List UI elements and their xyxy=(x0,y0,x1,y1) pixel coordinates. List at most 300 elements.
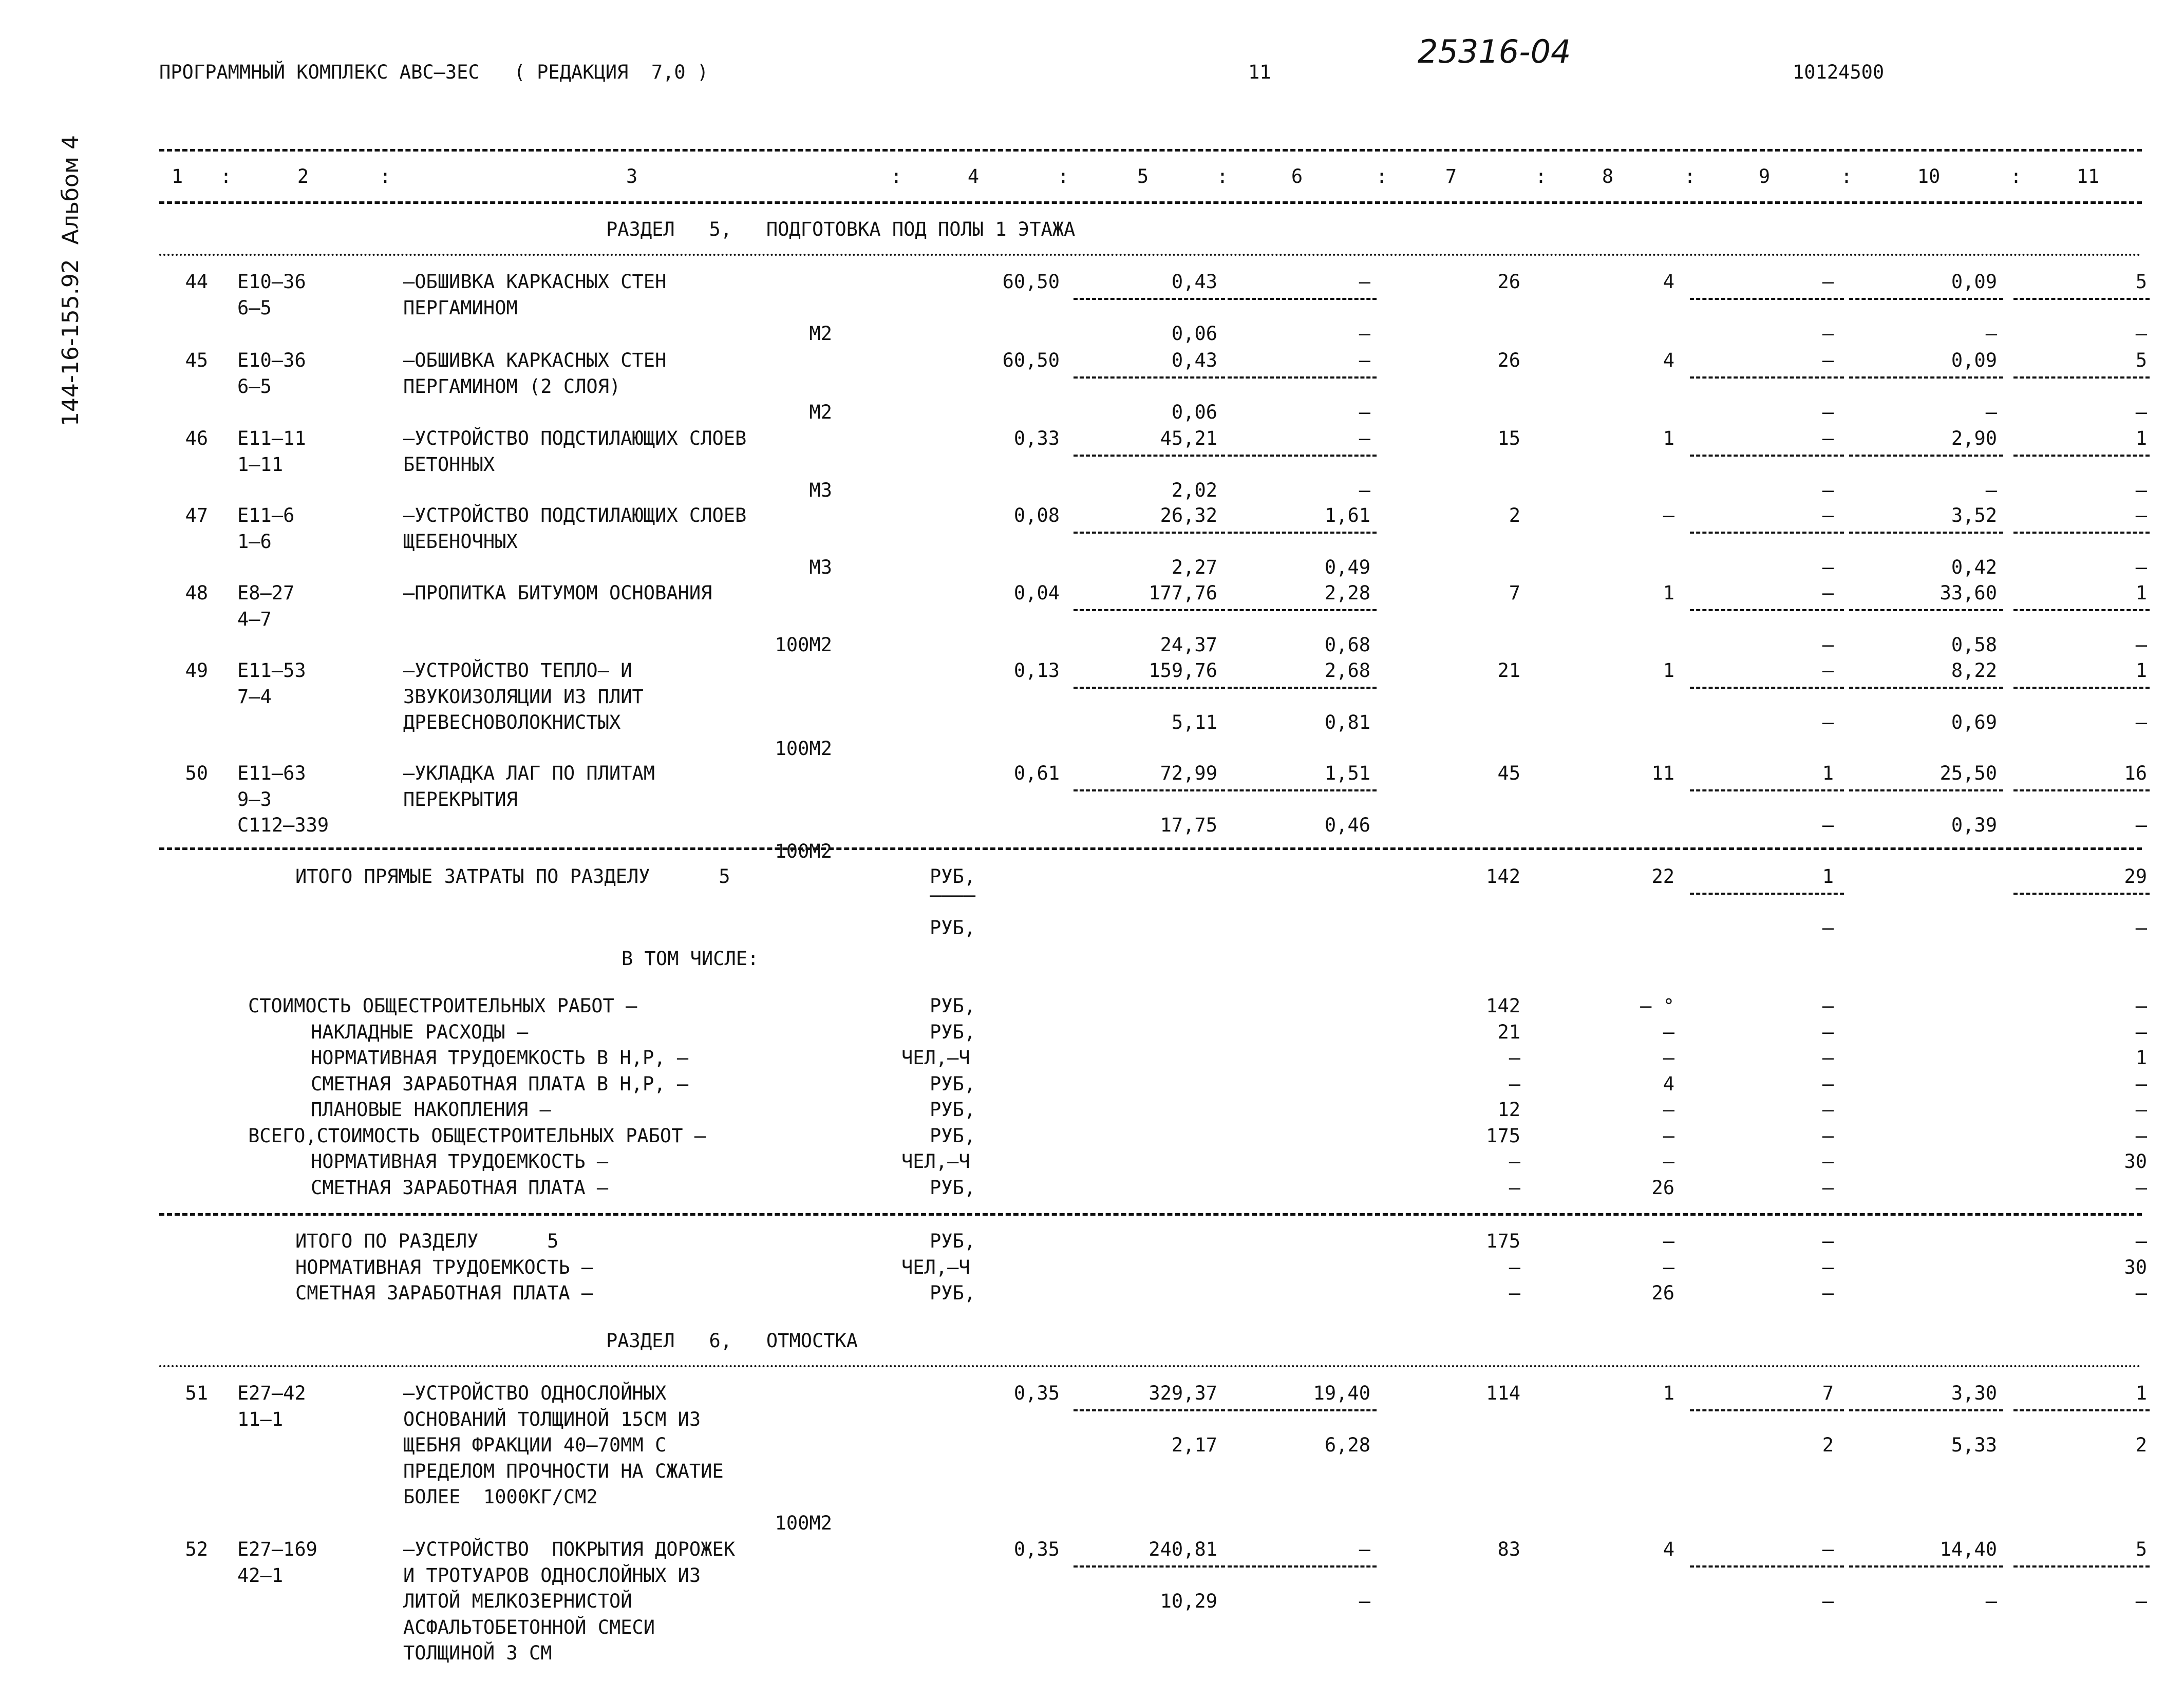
subdivider-col10 xyxy=(1849,1565,2003,1568)
section-total-unit-divider: –––– xyxy=(930,884,976,906)
cell-col6-wage: – xyxy=(1359,323,1370,345)
cell-col5: 0,43 xyxy=(1171,349,1217,371)
item-unit: М2 xyxy=(809,323,832,345)
section-6-title-underline xyxy=(159,1365,2142,1367)
breakdown-unit: РУБ, xyxy=(930,1021,976,1043)
cell-col8: 1 xyxy=(1663,582,1674,604)
breakdown-col7: – xyxy=(1509,1150,1520,1173)
cell-col11: 16 xyxy=(2124,762,2147,784)
item-unit: 100М2 xyxy=(775,634,832,656)
item-number: 46 xyxy=(185,427,208,449)
subdivider-col9 xyxy=(1690,532,1844,534)
subdivider-col11 xyxy=(2013,455,2150,457)
item-name-line: ЗВУКОИЗОЛЯЦИИ ИЗ ПЛИТ xyxy=(403,685,644,708)
item-name-line: –УКЛАДКА ЛАГ ПО ПЛИТАМ xyxy=(403,762,655,784)
cell-col5-wage: 2,02 xyxy=(1171,479,1217,501)
subdivider-col5 xyxy=(1074,298,1225,300)
item-quantity: 0,35 xyxy=(1013,1538,1060,1560)
cell-col6: 2,68 xyxy=(1324,659,1370,682)
cell-col11-wage: – xyxy=(2135,401,2147,423)
section-summary-col11: – xyxy=(2135,1282,2147,1304)
cell-col9: – xyxy=(1822,1538,1834,1560)
cell-col8: 4 xyxy=(1663,271,1674,293)
subdivider-col6 xyxy=(1228,455,1377,457)
breakdown-col7: 142 xyxy=(1486,995,1520,1017)
column-header-1: 1 xyxy=(171,165,183,187)
section-total-unit-wage: РУБ, xyxy=(930,917,976,939)
cell-col8: 4 xyxy=(1663,349,1674,371)
subdivider-col9 xyxy=(1690,376,1844,379)
column-header-3: 3 xyxy=(626,165,638,187)
section-summary-col9: – xyxy=(1822,1230,1834,1252)
subdivider-col10 xyxy=(1849,1409,2003,1411)
column-separator: : xyxy=(2010,165,2022,187)
breakdown-col11: – xyxy=(2135,1099,2147,1121)
page-number: 11 xyxy=(1248,61,1271,83)
item-quantity: 0,13 xyxy=(1013,659,1060,682)
header-bottom-rule xyxy=(159,201,2142,204)
breakdown-unit: РУБ, xyxy=(930,1072,976,1095)
breakdown-col8: – xyxy=(1663,1099,1674,1121)
item-name-line: –УСТРОЙСТВО ТЕПЛО– И xyxy=(403,659,632,682)
item-unit: М3 xyxy=(809,479,832,501)
breakdown-label: НОРМАТИВНАЯ ТРУДОЕМКОСТЬ В Н,Р, – xyxy=(311,1047,689,1069)
breakdown-col7: 12 xyxy=(1497,1099,1520,1121)
breakdown-label: СМЕТНАЯ ЗАРАБОТНАЯ ПЛАТА В Н,Р, – xyxy=(311,1072,689,1095)
cell-col7: 26 xyxy=(1497,349,1520,371)
cell-col10: 8,22 xyxy=(1951,659,1997,682)
column-header-2: 2 xyxy=(297,165,309,187)
subdivider-col6 xyxy=(1228,532,1377,534)
item-number: 48 xyxy=(185,582,208,604)
column-header-9: 9 xyxy=(1758,165,1771,187)
breakdown-col11: 30 xyxy=(2124,1150,2147,1173)
cell-col8: 4 xyxy=(1663,1538,1674,1560)
subdivider-col5 xyxy=(1074,532,1225,534)
cell-col9: – xyxy=(1822,349,1834,371)
cell-col10-wage: – xyxy=(1985,1590,1997,1612)
cell-col6: – xyxy=(1359,427,1370,449)
program-title: ПРОГРАММНЫЙ КОМПЛЕКС АВС–3ЕС ( РЕДАКЦИЯ 7,0 ) xyxy=(159,61,709,83)
cell-col10: 25,50 xyxy=(1940,762,1997,784)
item-name-line: ТОЛЩИНОЙ 3 СМ xyxy=(403,1642,552,1664)
header-top-rule xyxy=(159,149,2142,152)
item-name-line: БОЛЕЕ 1000КГ/СМ2 xyxy=(403,1486,598,1508)
item-quantity: 0,33 xyxy=(1013,427,1060,449)
item-name-line: –УСТРОЙСТВО ПОДСТИЛАЮЩИХ СЛОЕВ xyxy=(403,427,747,449)
breakdown-label: ВСЕГО,СТОИМОСТЬ ОБЩЕСТРОИТЕЛЬНЫХ РАБОТ – xyxy=(248,1124,706,1147)
section-6-title: РАЗДЕЛ 6, ОТМОСТКА xyxy=(606,1330,858,1352)
cell-col6-wage: 0,46 xyxy=(1324,814,1370,836)
cell-col5-wage: 5,11 xyxy=(1171,711,1217,733)
subdivider-col10 xyxy=(1849,532,2003,534)
breakdown-unit: ЧЕЛ,–Ч xyxy=(901,1047,970,1069)
item-unit: 100М2 xyxy=(775,840,832,862)
item-name-line: ПЕРЕКРЫТИЯ xyxy=(403,788,518,810)
cell-col5-wage: 17,75 xyxy=(1160,814,1217,836)
subdivider-col5 xyxy=(1074,1565,1225,1568)
cell-col10-wage: 0,39 xyxy=(1951,814,1997,836)
item-quantity: 0,04 xyxy=(1013,582,1060,604)
section-5-items-end-rule xyxy=(159,847,2142,850)
column-header-6: 6 xyxy=(1291,165,1303,187)
cell-col7: 15 xyxy=(1497,427,1520,449)
section-5-title: РАЗДЕЛ 5, ПОДГОТОВКА ПОД ПОЛЫ 1 ЭТАЖА xyxy=(606,218,1076,240)
cell-col6-wage: – xyxy=(1359,479,1370,501)
subdivider-col9 xyxy=(1690,789,1844,791)
subdivider-col6 xyxy=(1228,376,1377,379)
cell-col5-wage: 2,27 xyxy=(1171,556,1217,578)
column-separator: : xyxy=(1684,165,1696,187)
subdivider-col11 xyxy=(2013,609,2150,611)
cell-col5: 240,81 xyxy=(1149,1538,1217,1560)
subdivider-col10 xyxy=(1849,298,2003,300)
cell-col5-wage: 2,17 xyxy=(1171,1434,1217,1456)
cell-col11-wage: – xyxy=(2135,479,2147,501)
section-total-unit: РУБ, xyxy=(930,865,976,888)
cell-col8: 1 xyxy=(1663,1382,1674,1404)
subdivider-col6 xyxy=(1228,609,1377,611)
breakdown-col7: – xyxy=(1509,1176,1520,1199)
cell-col5: 72,99 xyxy=(1160,762,1217,784)
section-summary-col11: 30 xyxy=(2124,1256,2147,1278)
cell-col9: – xyxy=(1822,427,1834,449)
cell-col7: 114 xyxy=(1486,1382,1520,1404)
item-name-line: ЩЕБНЯ ФРАКЦИИ 40–70ММ С xyxy=(403,1434,667,1456)
section-total-label: ИТОГО ПРЯМЫЕ ЗАТРАТЫ ПО РАЗДЕЛУ 5 xyxy=(295,865,730,888)
item-name-line: –ОБШИВКА КАРКАСНЫХ СТЕН xyxy=(403,271,667,293)
item-code: 42–1 xyxy=(237,1564,284,1587)
cell-col11-wage: 2 xyxy=(2135,1434,2147,1456)
cell-col11: 1 xyxy=(2135,582,2147,604)
cell-col5: 329,37 xyxy=(1149,1382,1217,1404)
total-col7: 142 xyxy=(1486,865,1520,888)
item-number: 47 xyxy=(185,504,208,526)
cell-col8: 1 xyxy=(1663,659,1674,682)
item-name-line: –ПРОПИТКА БИТУМОМ ОСНОВАНИЯ xyxy=(403,582,712,604)
cell-col11-wage: – xyxy=(2135,323,2147,345)
item-code: 1–6 xyxy=(237,530,272,553)
cell-col10: 33,60 xyxy=(1940,582,1997,604)
cell-col6: – xyxy=(1359,349,1370,371)
cell-col5-wage: 0,06 xyxy=(1171,323,1217,345)
cell-col10: 0,09 xyxy=(1951,349,1997,371)
item-code: Е27–42 xyxy=(237,1382,306,1404)
breakdown-col8: – xyxy=(1663,1047,1674,1069)
subdivider-col5 xyxy=(1074,789,1225,791)
total-col9: 1 xyxy=(1822,865,1834,888)
subdivider-col6 xyxy=(1228,298,1377,300)
item-code: 6–5 xyxy=(237,375,272,398)
cell-col11-wage: – xyxy=(2135,711,2147,733)
cell-col6: – xyxy=(1359,1538,1370,1560)
cell-col6: 19,40 xyxy=(1313,1382,1370,1404)
handwritten-code: 25316-04 xyxy=(1418,33,1571,70)
breakdown-col11: – xyxy=(2135,1072,2147,1095)
breakdown-col8: – ° xyxy=(1640,995,1674,1017)
cell-col9-wage: – xyxy=(1822,634,1834,656)
cell-col11-wage: – xyxy=(2135,814,2147,836)
column-header-8: 8 xyxy=(1602,165,1614,187)
breakdown-col8: – xyxy=(1663,1021,1674,1043)
cell-col9-wage: – xyxy=(1822,1590,1834,1612)
cell-col11: 5 xyxy=(2135,1538,2147,1560)
cell-col10: 14,40 xyxy=(1940,1538,1997,1560)
cell-col9-wage: – xyxy=(1822,323,1834,345)
item-name-line: ПЕРГАМИНОМ (2 СЛОЯ) xyxy=(403,375,621,398)
total-col9-wage: – xyxy=(1822,917,1834,939)
breakdown-col7: – xyxy=(1509,1047,1520,1069)
section-summary-col7: – xyxy=(1509,1282,1520,1304)
column-separator: : xyxy=(1216,165,1229,187)
item-number: 45 xyxy=(185,349,208,371)
subdivider-col6 xyxy=(1228,1565,1377,1568)
breakdown-col11: – xyxy=(2135,1176,2147,1199)
cell-col11: 1 xyxy=(2135,427,2147,449)
cell-col9: – xyxy=(1822,582,1834,604)
cell-col5: 26,32 xyxy=(1160,504,1217,526)
breakdown-col8: 26 xyxy=(1651,1176,1674,1199)
column-separator: : xyxy=(1840,165,1853,187)
cell-col10: 2,90 xyxy=(1951,427,1997,449)
album-side-label: 144-16-155.92 Альбом 4 xyxy=(58,135,84,426)
item-number: 51 xyxy=(185,1382,208,1404)
cell-col9: 7 xyxy=(1822,1382,1834,1404)
item-code: С112–339 xyxy=(237,814,329,836)
item-quantity: 60,50 xyxy=(1002,271,1060,293)
item-code: 6–5 xyxy=(237,296,272,319)
cell-col6-wage: – xyxy=(1359,1590,1370,1612)
subdivider-col9 xyxy=(1690,455,1844,457)
breakdown-label: НОРМАТИВНАЯ ТРУДОЕМКОСТЬ – xyxy=(311,1150,609,1173)
subdivider-total-col11 xyxy=(2013,893,2150,895)
column-separator: : xyxy=(1057,165,1069,187)
cell-col7: 26 xyxy=(1497,271,1520,293)
subdivider-col10 xyxy=(1849,455,2003,457)
cell-col8: – xyxy=(1663,504,1674,526)
breakdown-col9: – xyxy=(1822,1150,1834,1173)
cell-col5-wage: 24,37 xyxy=(1160,634,1217,656)
cell-col11: – xyxy=(2135,504,2147,526)
cell-col7: 83 xyxy=(1497,1538,1520,1560)
subdivider-col10 xyxy=(1849,789,2003,791)
item-name-line: ЛИТОЙ МЕЛКОЗЕРНИСТОЙ xyxy=(403,1590,632,1612)
item-code: 7–4 xyxy=(237,685,272,708)
breakdown-col7: 21 xyxy=(1497,1021,1520,1043)
item-quantity: 60,50 xyxy=(1002,349,1060,371)
cell-col5-wage: 10,29 xyxy=(1160,1590,1217,1612)
subdivider-col10 xyxy=(1849,687,2003,689)
item-code: Е11–63 xyxy=(237,762,306,784)
cell-col9: – xyxy=(1822,659,1834,682)
breakdown-col9: – xyxy=(1822,1047,1834,1069)
cell-col9-wage: 2 xyxy=(1822,1434,1834,1456)
subdivider-col5 xyxy=(1074,1409,1225,1411)
subdivider-col9 xyxy=(1690,1565,1844,1568)
breakdown-label: СМЕТНАЯ ЗАРАБОТНАЯ ПЛАТА – xyxy=(311,1176,609,1199)
item-number: 50 xyxy=(185,762,208,784)
item-name-line: ПЕРГАМИНОМ xyxy=(403,296,518,319)
item-name-line: И ТРОТУАРОВ ОДНОСЛОЙНЫХ ИЗ xyxy=(403,1564,701,1587)
item-code: Е11–53 xyxy=(237,659,306,682)
cell-col6-wage: 0,81 xyxy=(1324,711,1370,733)
breakdown-col8: – xyxy=(1663,1124,1674,1147)
column-header-5: 5 xyxy=(1137,165,1149,187)
item-name-line: ОСНОВАНИЙ ТОЛЩИНОЙ 15СМ ИЗ xyxy=(403,1408,701,1430)
subdivider-col9 xyxy=(1690,609,1844,611)
column-separator: : xyxy=(1376,165,1388,187)
breakdown-unit: РУБ, xyxy=(930,1176,976,1199)
breakdown-unit: ЧЕЛ,–Ч xyxy=(901,1150,970,1173)
subdivider-col5 xyxy=(1074,687,1225,689)
item-quantity: 0,35 xyxy=(1013,1382,1060,1404)
breakdown-col11: 1 xyxy=(2135,1047,2147,1069)
column-header-4: 4 xyxy=(967,165,980,187)
cell-col5-wage: 0,06 xyxy=(1171,401,1217,423)
subdivider-col11 xyxy=(2013,1409,2150,1411)
subdivider-total-col9 xyxy=(1690,893,1844,895)
cell-col9-wage: – xyxy=(1822,556,1834,578)
breakdown-col9: – xyxy=(1822,1176,1834,1199)
section-summary-unit: РУБ, xyxy=(930,1230,976,1252)
section-summary-label: ИТОГО ПО РАЗДЕЛУ 5 xyxy=(295,1230,559,1252)
cell-col10-wage: – xyxy=(1985,401,1997,423)
item-number: 52 xyxy=(185,1538,208,1560)
section-summary-col9: – xyxy=(1822,1282,1834,1304)
item-number: 44 xyxy=(185,271,208,293)
cell-col11: 5 xyxy=(2135,271,2147,293)
column-separator: : xyxy=(890,165,902,187)
column-header-11: 11 xyxy=(2076,165,2100,187)
subdivider-col5 xyxy=(1074,455,1225,457)
subdivider-col11 xyxy=(2013,376,2150,379)
cell-col9: 1 xyxy=(1822,762,1834,784)
item-code: 4–7 xyxy=(237,608,272,630)
subdivider-col11 xyxy=(2013,789,2150,791)
item-name-line: ДРЕВЕСНОВОЛОКНИСТЫХ xyxy=(403,711,621,733)
cell-col10-wage: 0,42 xyxy=(1951,556,1997,578)
item-name-line: –УСТРОЙСТВО ПОКРЫТИЯ ДОРОЖЕК xyxy=(403,1538,736,1560)
cell-col10: 0,09 xyxy=(1951,271,1997,293)
subdivider-col5 xyxy=(1074,376,1225,379)
item-name-line: ЩЕБЕНОЧНЫХ xyxy=(403,530,518,553)
cell-col10-wage: 0,69 xyxy=(1951,711,1997,733)
item-name-line: АСФАЛЬТОБЕТОННОЙ СМЕСИ xyxy=(403,1616,655,1638)
cell-col10: 3,30 xyxy=(1951,1382,1997,1404)
cell-col11-wage: – xyxy=(2135,1590,2147,1612)
item-code: 11–1 xyxy=(237,1408,284,1430)
cell-col6: 2,28 xyxy=(1324,582,1370,604)
cell-col7: 45 xyxy=(1497,762,1520,784)
item-number: 49 xyxy=(185,659,208,682)
breakdown-col8: 4 xyxy=(1663,1072,1674,1095)
cell-col10-wage: 5,33 xyxy=(1951,1434,1997,1456)
section-summary-col11: – xyxy=(2135,1230,2147,1252)
cell-col5: 177,76 xyxy=(1149,582,1217,604)
section-summary-col9: – xyxy=(1822,1256,1834,1278)
subdivider-col10 xyxy=(1849,376,2003,379)
cell-col10: 3,52 xyxy=(1951,504,1997,526)
cell-col10-wage: – xyxy=(1985,479,1997,501)
item-code: Е11–6 xyxy=(237,504,295,526)
breakdown-unit: РУБ, xyxy=(930,1124,976,1147)
item-name-line: БЕТОННЫХ xyxy=(403,453,495,476)
subdivider-col10 xyxy=(1849,609,2003,611)
cell-col5: 45,21 xyxy=(1160,427,1217,449)
subdivider-col11 xyxy=(2013,687,2150,689)
item-unit: М2 xyxy=(809,401,832,423)
document-code: 10124500 xyxy=(1793,61,1885,83)
item-code: Е10–36 xyxy=(237,271,306,293)
subdivider-col6 xyxy=(1228,1409,1377,1411)
section-summary-col8: 26 xyxy=(1651,1282,1674,1304)
column-separator: : xyxy=(220,165,232,187)
subdivider-col6 xyxy=(1228,687,1377,689)
item-code: 1–11 xyxy=(237,453,284,476)
total-col8: 22 xyxy=(1651,865,1674,888)
section-summary-col8: – xyxy=(1663,1230,1674,1252)
cell-col8: 1 xyxy=(1663,427,1674,449)
total-col11: 29 xyxy=(2124,865,2147,888)
section-summary-col7: – xyxy=(1509,1256,1520,1278)
cell-col7: 2 xyxy=(1509,504,1520,526)
cell-col7: 21 xyxy=(1497,659,1520,682)
breakdown-col11: – xyxy=(2135,1124,2147,1147)
cell-col6-wage: – xyxy=(1359,401,1370,423)
breakdown-col11: – xyxy=(2135,995,2147,1017)
cell-col5: 0,43 xyxy=(1171,271,1217,293)
cell-col10-wage: – xyxy=(1985,323,1997,345)
breakdown-label: СТОИМОСТЬ ОБЩЕСТРОИТЕЛЬНЫХ РАБОТ – xyxy=(248,995,637,1017)
cell-col6: 1,51 xyxy=(1324,762,1370,784)
breakdown-unit: РУБ, xyxy=(930,995,976,1017)
cell-col6-wage: 6,28 xyxy=(1324,1434,1370,1456)
item-quantity: 0,61 xyxy=(1013,762,1060,784)
item-name-line: –УСТРОЙСТВО ПОДСТИЛАЮЩИХ СЛОЕВ xyxy=(403,504,747,526)
column-separator: : xyxy=(1535,165,1547,187)
item-code: Е8–27 xyxy=(237,582,295,604)
item-quantity: 0,08 xyxy=(1013,504,1060,526)
cell-col11: 1 xyxy=(2135,1382,2147,1404)
breakdown-col7: 175 xyxy=(1486,1124,1520,1147)
cell-col6-wage: 0,68 xyxy=(1324,634,1370,656)
cell-col7: 7 xyxy=(1509,582,1520,604)
subdivider-col9 xyxy=(1690,298,1844,300)
cell-col11: 1 xyxy=(2135,659,2147,682)
cell-col6: – xyxy=(1359,271,1370,293)
item-unit: М3 xyxy=(809,556,832,578)
total-col11-wage: – xyxy=(2135,917,2147,939)
breakdown-col8: – xyxy=(1663,1150,1674,1173)
cell-col9-wage: – xyxy=(1822,479,1834,501)
breakdown-col9: – xyxy=(1822,1099,1834,1121)
column-header-7: 7 xyxy=(1445,165,1457,187)
item-code: 9–3 xyxy=(237,788,272,810)
subdivider-col11 xyxy=(2013,1565,2150,1568)
cell-col11: 5 xyxy=(2135,349,2147,371)
cell-col9: – xyxy=(1822,271,1834,293)
breakdown-col9: – xyxy=(1822,1021,1834,1043)
section-summary-unit: РУБ, xyxy=(930,1282,976,1304)
cell-col9-wage: – xyxy=(1822,401,1834,423)
cell-col9: – xyxy=(1822,504,1834,526)
cell-col6-wage: 0,49 xyxy=(1324,556,1370,578)
cell-col11-wage: – xyxy=(2135,556,2147,578)
subdivider-col9 xyxy=(1690,1409,1844,1411)
breakdown-unit: РУБ, xyxy=(930,1099,976,1121)
cell-col11-wage: – xyxy=(2135,634,2147,656)
item-name-line: –УСТРОЙСТВО ОДНОСЛОЙНЫХ xyxy=(403,1382,667,1404)
